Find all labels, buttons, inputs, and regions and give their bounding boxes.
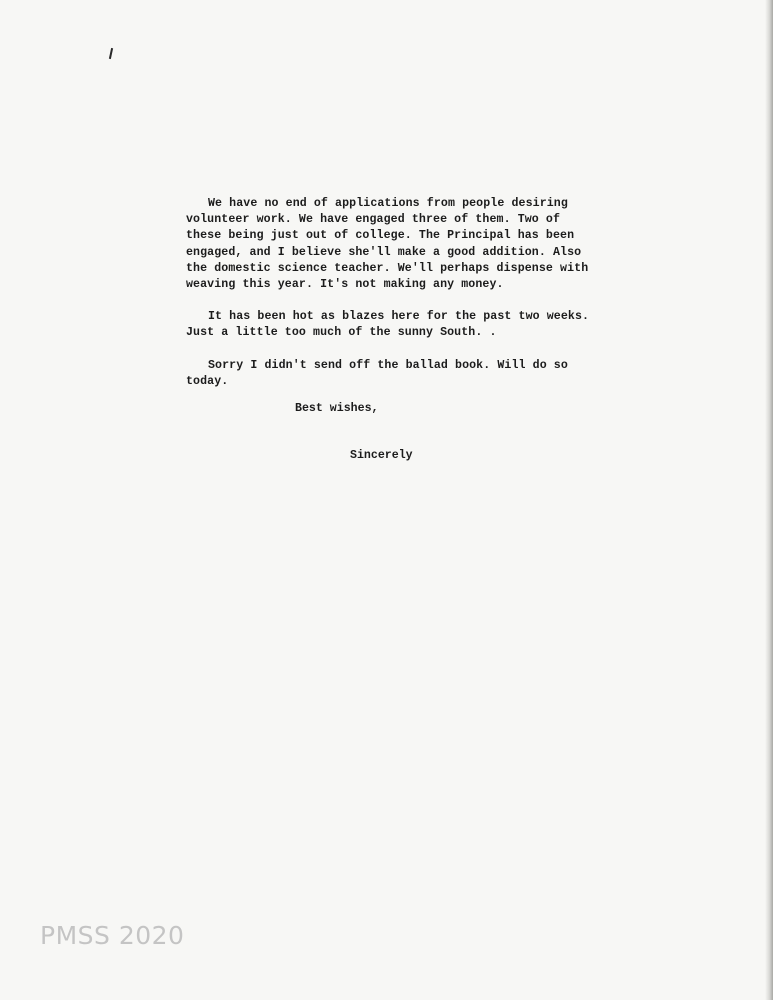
closing-sincerely: Sincerely (350, 449, 413, 462)
paragraph-applications (186, 196, 646, 293)
paragraph-weather (186, 309, 646, 341)
text-line: Sorry I didn't send off the ballad book. Will do so (208, 358, 568, 372)
text-line: Just a little too much of the sunny South. . (186, 326, 497, 340)
ink-mark (109, 48, 113, 59)
text-line: It has been hot as blazes here for the past two weeks. (208, 310, 590, 324)
text-line: weaving this year. It's not making any money. (186, 278, 504, 292)
text-line: today. (186, 374, 229, 388)
page-edge-shadow (765, 0, 773, 1000)
text-line: engaged, and I believe she'll make a good addition. Also (186, 245, 582, 259)
text-line: volunteer work. We have engaged three of them. Two of (186, 213, 561, 227)
paragraph-gap (186, 342, 646, 358)
text-line: We have no end of applications from people desiring (208, 197, 568, 210)
paragraph-gap (186, 293, 646, 309)
text-line: the domestic science teacher. We'll perhaps dispense with (186, 261, 589, 275)
text-line: these being just out of college. The Principal has been (186, 229, 575, 243)
closing-best-wishes: Best wishes, (295, 402, 379, 415)
archive-watermark: PMSS 2020 (40, 921, 185, 950)
letter-body (186, 196, 646, 390)
paragraph-ballad-book (186, 358, 646, 390)
